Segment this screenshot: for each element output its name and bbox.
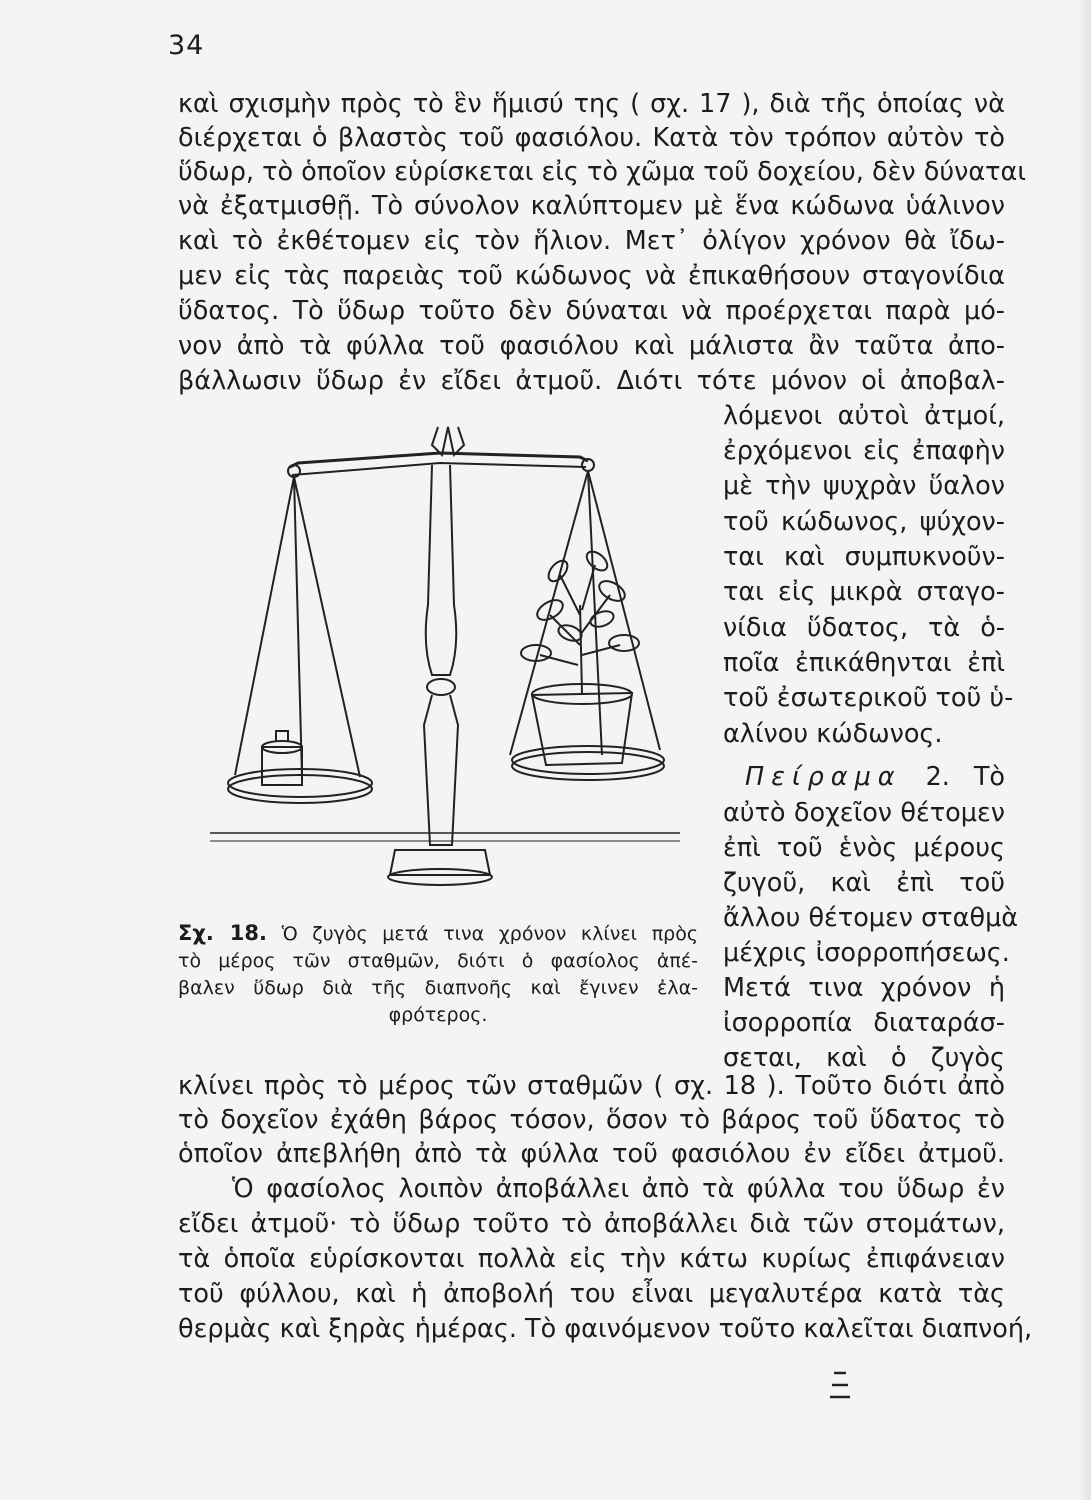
beam-lower-edge xyxy=(292,463,586,475)
text-line: νίδια ὕδατος, τὰ ὁ- xyxy=(723,613,1005,643)
text-line: ται καὶ συμπυκνοῦν- xyxy=(723,542,1005,572)
figure-caption xyxy=(178,920,698,1029)
column-upper xyxy=(426,465,457,675)
page-number: 34 xyxy=(168,30,205,61)
text-line: αλίνου κώδωνος. xyxy=(723,719,943,749)
caption-line-1 xyxy=(178,920,698,948)
text-line: σεται, καὶ ὁ ζυγὸς xyxy=(723,1043,1005,1073)
right-pan xyxy=(512,746,664,774)
caption-line: τὸ μέρος τῶν σταθμῶν, διότι ὁ φασίολος ἀπέ- xyxy=(178,950,698,972)
text-line: ἰσορροπία διαταράσ- xyxy=(723,1008,1005,1038)
text-line: ἐρχόμενοι εἰς ἐπαφὴν xyxy=(723,436,1005,466)
leaf xyxy=(545,557,571,584)
right-pan-rim xyxy=(512,752,664,780)
text-line: νὰ ἐξατμισθῇ. Τὸ σύνολον καλύπτομεν μὲ ἕνα κώδωνα ὑάλινον xyxy=(178,191,1005,221)
text-line: ὕδωρ, τὸ ὁποῖον εὑρίσκεται εἰς τὸ χῶμα τοῦ δοχείου, δὲν δύναται xyxy=(178,157,1026,187)
text-line: μέχρις ἰσορροπήσεως. xyxy=(723,938,1010,968)
left-string xyxy=(294,477,360,777)
text-line: τοῦ κώδωνος, ψύχον- xyxy=(723,507,1005,537)
balance-scale-illustration xyxy=(210,405,680,915)
text-line: μεν εἰς τὰς παρειὰς τοῦ κώδωνος νὰ ἐπικαθήσουν σταγονίδια xyxy=(178,261,1005,291)
text-line: νον ἀπὸ τὰ φύλλα τοῦ φασιόλου καὶ μάλιστα ἂν ταῦτα ἀπο- xyxy=(178,331,1005,361)
text-line: αὐτὸ δοχεῖον θέτομεν xyxy=(723,798,1005,828)
text-line: τοῦ φύλλου, καὶ ἡ ἀποβολή του εἶναι μεγαλυτέρα κατὰ τὰς xyxy=(178,1279,1005,1309)
text-line: εἴδει ἀτμοῦ· τὸ ὕδωρ τοῦτο τὸ ἀποβάλλει διὰ τῶν στομάτων, xyxy=(178,1209,1005,1239)
weight-knob xyxy=(276,731,288,741)
text-line: τοῦ ἐσωτερικοῦ τοῦ ὑ- xyxy=(723,683,1014,713)
text-line: ποῖα ἐπικάθηνται ἐπὶ xyxy=(723,648,1005,678)
plant-stems xyxy=(540,565,620,694)
text-line: καὶ τὸ ἐκθέτομεν εἰς τὸν ἥλιον. Μετ᾽ ὀλίγον χρόνον θὰ ἴδω- xyxy=(178,226,1005,256)
experiment-first: 2. Τὸ xyxy=(925,762,1005,792)
base-bottom xyxy=(388,869,492,885)
text-line: τὰ ὁποῖα εὑρίσκονται πολλὰ εἰς τὴν κάτω κυρίως ἐπιφάνειαν xyxy=(178,1244,1005,1274)
balance-figure xyxy=(210,405,680,915)
finial xyxy=(432,427,464,455)
experiment-heading-line xyxy=(745,760,1005,794)
leaf xyxy=(609,635,639,651)
caption-text: Ὁ ζυγὸς μετά τινα χρόνον κλίνει πρὸς xyxy=(281,923,698,945)
left-string xyxy=(294,477,302,777)
text-line: διέρχεται ὁ βλαστὸς τοῦ φασιόλου. Κατὰ τὸν τρόπον αὐτὸν τὸ xyxy=(178,123,1005,153)
text-line: ἄλλου θέτομεν σταθμὰ xyxy=(723,903,1019,933)
text-line: ζυγοῦ, καὶ ἐπὶ τοῦ xyxy=(723,868,1005,898)
leaf xyxy=(596,577,628,605)
text-line: θερμὰς καὶ ξηρὰς ἡμέρας. Τὸ φαινόμενον τοῦτο καλεῖται διαπνοή, xyxy=(178,1314,1033,1344)
caption-line: φρότερος. xyxy=(388,1004,488,1026)
text-line: κλίνει πρὸς τὸ μέρος τῶν σταθμῶν ( σχ. 18 ). Τοῦτο διότι ἀπὸ xyxy=(178,1071,1005,1101)
leaf xyxy=(583,548,610,574)
left-pan-rim xyxy=(228,775,372,803)
text-line: μὲ τὴν ψυχρὰν ὕαλον xyxy=(723,471,1005,501)
text-line: τὸ δοχεῖον ἐχάθη βάρος τόσον, ὅσον τὸ βάρος τοῦ ὕδατος τὸ xyxy=(178,1105,1005,1135)
text-line: Μετά τινα χρόνον ἡ xyxy=(723,973,1005,1003)
text-line: ὕδατος. Τὸ ὕδωρ τοῦτο δὲν δύναται νὰ προέρχεται παρὰ μό- xyxy=(178,296,1005,326)
text-line: ται εἰς μικρὰ σταγο- xyxy=(723,577,1005,607)
page-mark xyxy=(820,1365,860,1405)
text-line: λόμενοι αὐτοὶ ἀτμοί, xyxy=(723,401,1005,431)
right-string xyxy=(510,471,588,755)
text-line: καὶ σχισμὴν πρὸς τὸ ἓν ἥμισύ της ( σχ. 17 ), διὰ τῆς ὁποίας νὰ xyxy=(178,89,1005,119)
column-knob xyxy=(427,679,455,695)
left-pan xyxy=(228,769,372,797)
caption-line: βαλεν ὕδωρ διὰ τῆς διαπνοῆς καὶ ἔγινεν ἐλα- xyxy=(178,977,698,999)
page-edge-shadow xyxy=(1078,0,1091,1500)
text-line: Ὁ φασίολος λοιπὸν ἀποβάλλει ἀπὸ τὰ φύλλα του ὕδωρ ἐν xyxy=(232,1174,1005,1204)
text-line: ἐπὶ τοῦ ἑνὸς μέρους xyxy=(723,833,1005,863)
column-lower xyxy=(424,695,458,845)
caption-label: Σχ. 18. xyxy=(178,921,267,945)
text-line: βάλλωσιν ὕδωρ ἐν εἴδει ἀτμοῦ. Διότι τότε μόνον οἱ ἀποβαλ- xyxy=(178,366,1005,396)
text-line: ὁποῖον ἀπεβλήθη ἀπὸ τὰ φύλλα τοῦ φασιόλου ἐν εἴδει ἀτμοῦ. xyxy=(178,1139,1005,1169)
experiment-heading: Πείραμα xyxy=(745,762,902,792)
